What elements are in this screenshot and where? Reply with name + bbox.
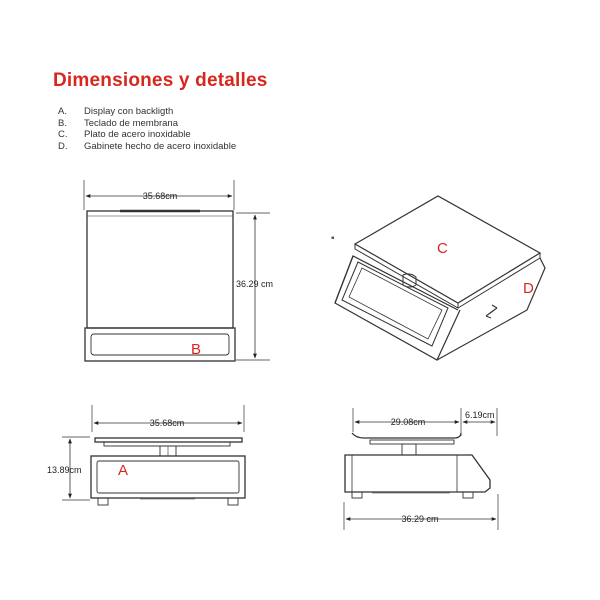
- front-height-label: 13.89cm: [47, 465, 82, 475]
- side-body: [345, 455, 490, 492]
- side-top-label: 29.08cm: [390, 417, 426, 427]
- legend-text: Gabinete hecho de acero inoxidable: [84, 140, 237, 152]
- top-view: [84, 180, 270, 361]
- legend-key: C.: [58, 129, 68, 141]
- legend-text: Teclado de membrana: [84, 117, 178, 129]
- tag-b: B: [191, 341, 202, 358]
- top-width-label: 35.68cm: [142, 191, 178, 201]
- legend-key: D.: [58, 140, 68, 152]
- side-bottom-label: 36.29 cm: [401, 514, 439, 524]
- top-depth-label: 36.29 cm: [236, 279, 274, 289]
- side-offset-label: 6.19cm: [465, 410, 495, 420]
- page-title: Dimensiones y detalles: [53, 70, 268, 91]
- platter-outline: [87, 211, 233, 328]
- front-width-label: 35.68cm: [149, 418, 185, 428]
- legend-text: Display con backligth: [84, 106, 174, 117]
- tag-d: D: [523, 280, 534, 297]
- registration-mark: ▪: [331, 233, 335, 244]
- front-body: [91, 456, 245, 498]
- legend-text: Plato de acero inoxidable: [84, 129, 191, 141]
- keypad-panel: [85, 328, 235, 361]
- iso-view: [335, 196, 545, 360]
- legend-key: A.: [58, 106, 67, 117]
- tag-c: C: [437, 240, 448, 257]
- tag-a: A: [118, 462, 129, 479]
- legend-key: B.: [58, 117, 67, 129]
